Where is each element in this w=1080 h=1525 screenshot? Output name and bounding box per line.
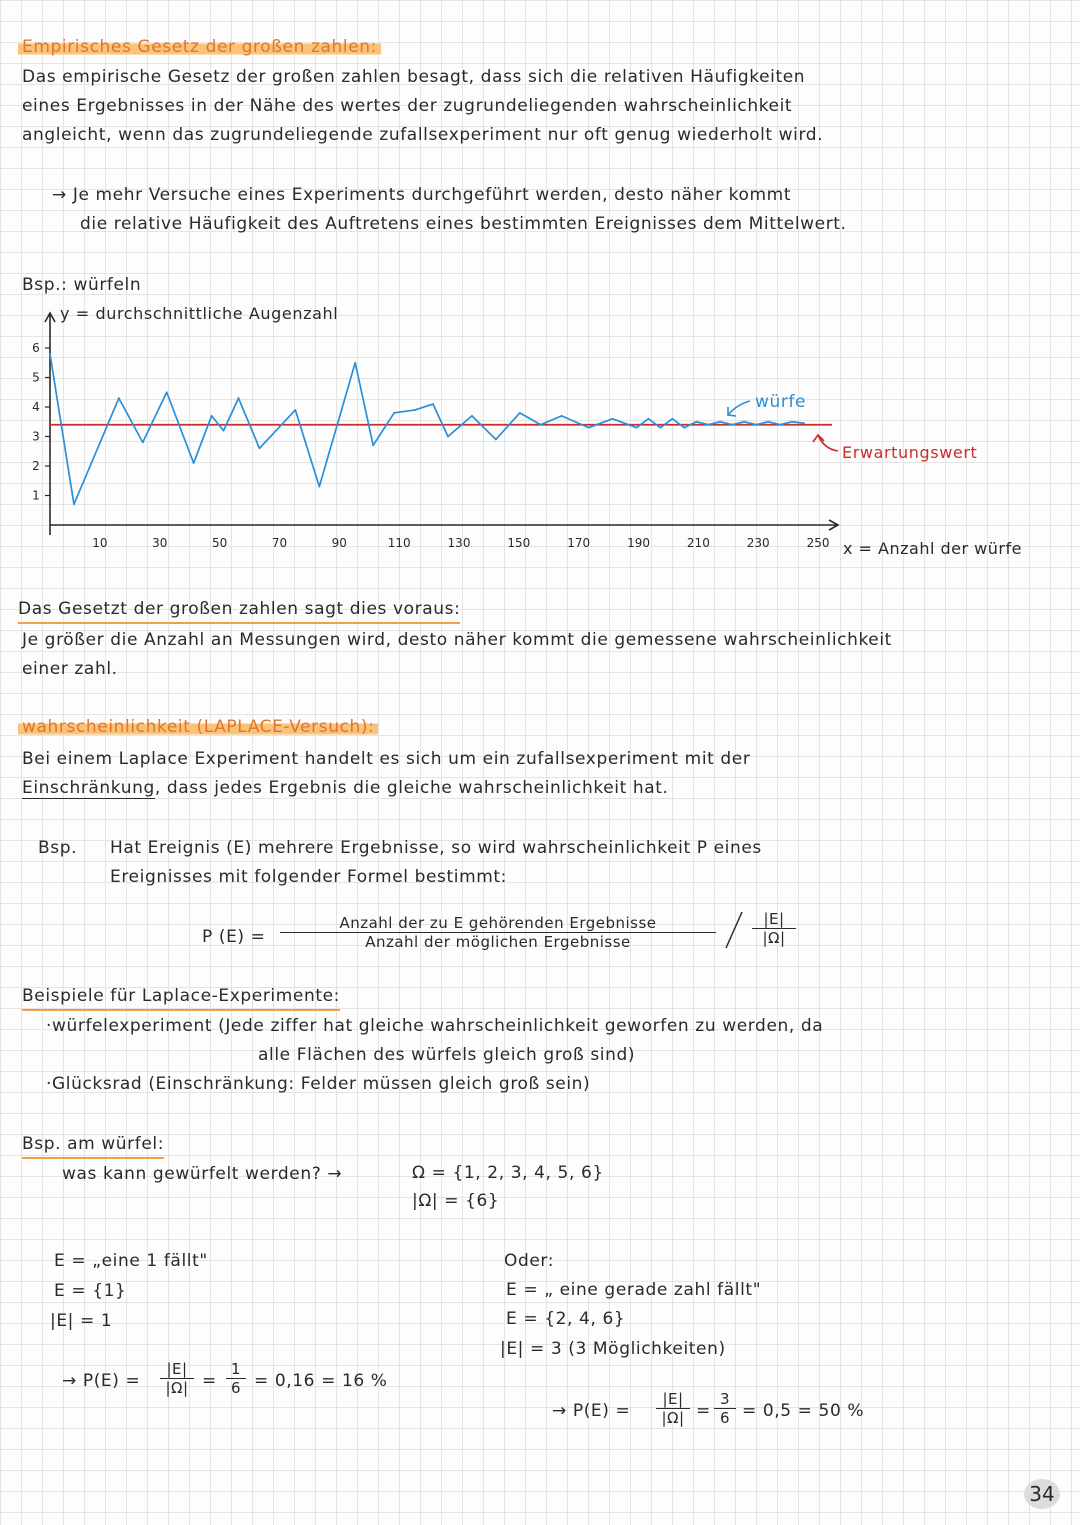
data-point xyxy=(743,421,745,423)
paragraph-rest: , dass jedes Ergebnis die gleiche wahrscheinlichkeit hat. xyxy=(154,778,669,798)
result-fraction xyxy=(656,1390,690,1427)
y-tick-label: 1 xyxy=(32,488,40,503)
slash-divider xyxy=(722,910,746,950)
data-point xyxy=(779,424,781,426)
x-tick-label: 250 xyxy=(806,536,830,550)
series-line xyxy=(50,354,807,504)
data-point xyxy=(803,422,805,424)
event-size: |E| = 1 xyxy=(50,1311,113,1331)
fraction-numerator: |E| xyxy=(160,1360,194,1379)
x-tick-label: 230 xyxy=(746,536,770,550)
x-tick-label: 30 xyxy=(152,536,168,550)
event-set: E = {1} xyxy=(54,1281,127,1301)
fraction-denominator: |Ω| xyxy=(661,1409,685,1427)
data-point xyxy=(432,403,434,405)
fraction-denominator: |Ω| xyxy=(165,1379,189,1397)
event-set: E = {2, 4, 6} xyxy=(506,1309,626,1329)
x-tick-label: 170 xyxy=(567,536,591,550)
data-point xyxy=(683,427,685,429)
bullet-line: alle Flächen des würfels gleich groß sind) xyxy=(258,1045,636,1065)
heading-law-prediction: Das Gesetzt der großen zahlen sagt dies voraus: xyxy=(18,598,460,624)
arrow-statement-line: die relative Häufigkeit des Auftretens eines bestimmten Ereignisses dem Mittelwert. xyxy=(80,214,847,234)
x-tick-label: 70 xyxy=(271,536,288,550)
data-point xyxy=(719,421,721,423)
question-line: was kann gewürfelt werden? → xyxy=(62,1164,343,1184)
data-point xyxy=(49,353,51,355)
paragraph-line: angleicht, wenn das zugrundeliegende zufallsexperiment nur oft genug wiederholt wird. xyxy=(22,125,824,145)
data-point xyxy=(695,421,697,423)
data-point xyxy=(318,486,320,488)
data-point xyxy=(354,362,356,364)
data-point xyxy=(767,421,769,423)
x-tick-label: 130 xyxy=(447,536,471,550)
data-point xyxy=(612,418,614,420)
formula-denominator: Anzahl der möglichen Ergebnisse xyxy=(365,933,631,951)
fraction-denominator: 6 xyxy=(230,1379,242,1397)
x-tick-label: 210 xyxy=(686,536,710,550)
data-point xyxy=(414,409,416,411)
paragraph-line: eines Ergebnisses in der Nähe des wertes der zugrundeliegenden wahrscheinlichkeit xyxy=(22,96,793,116)
data-point xyxy=(118,397,120,399)
heading-laplace: wahrscheinlichkeit (LAPLACE-Versuch): xyxy=(18,716,378,738)
data-point xyxy=(540,424,542,426)
fraction-numerator: 3 xyxy=(714,1390,736,1409)
x-tick-label: 90 xyxy=(331,536,347,550)
fraction-denominator: 6 xyxy=(719,1409,731,1427)
y-tick-label: 2 xyxy=(32,459,40,473)
x-tick-label: 10 xyxy=(92,536,108,550)
formula-lhs: P (E) = xyxy=(202,927,266,947)
result-value: = 0,16 = 16 % xyxy=(254,1371,388,1391)
page-number: 34 xyxy=(1024,1479,1060,1509)
bsp-label: Bsp. xyxy=(38,838,78,858)
x-tick-label: 50 xyxy=(211,536,228,550)
paragraph-line: einer zahl. xyxy=(22,659,118,679)
annotation-arrow xyxy=(728,401,750,415)
result-value: = 0,5 = 50 % xyxy=(742,1401,865,1421)
data-point xyxy=(648,418,650,420)
formula-numerator: Anzahl der zu E gehörenden Ergebnisse xyxy=(280,914,716,933)
data-point xyxy=(447,436,449,438)
heading-laplace-examples: Beispiele für Laplace-Experimente: xyxy=(22,985,340,1011)
data-point xyxy=(223,430,225,432)
data-point xyxy=(588,427,590,429)
data-point xyxy=(193,462,195,464)
formula-alt-denominator: |Ω| xyxy=(762,929,786,947)
x-axis-label: x = Anzahl der würfe xyxy=(843,539,1022,558)
fraction-numerator: |E| xyxy=(656,1390,690,1409)
bsp-line: Ereignisses mit folgender Formel bestimmt: xyxy=(110,867,508,887)
data-point xyxy=(660,427,662,429)
data-point xyxy=(731,424,733,426)
event-size: |E| = 3 (3 Möglichkeiten) xyxy=(500,1339,726,1359)
y-tick-label: 6 xyxy=(32,341,40,355)
y-tick-label: 3 xyxy=(32,429,40,444)
formula-fraction xyxy=(280,914,716,951)
bullet-line: ·würfelexperiment (Jede ziffer hat gleiche wahrscheinlichkeit geworfen zu werden, da xyxy=(46,1016,824,1036)
alt-label: Oder: xyxy=(504,1251,555,1271)
result-prefix: → P(E) = xyxy=(552,1401,631,1421)
data-point xyxy=(73,503,75,505)
sample-space: Ω = {1, 2, 3, 4, 5, 6} xyxy=(412,1163,604,1183)
data-point xyxy=(561,415,563,417)
data-point xyxy=(211,415,213,417)
formula-alt-fraction xyxy=(752,910,796,947)
y-tick-label: 4 xyxy=(32,400,40,414)
example-label: Bsp.: würfeln xyxy=(22,275,142,295)
paragraph-line-2 xyxy=(22,777,669,799)
data-point xyxy=(471,415,473,417)
paragraph-line: Bei einem Laplace Experiment handelt es sich um ein zufallsexperiment mit der xyxy=(22,749,751,769)
data-point xyxy=(294,409,296,411)
data-point xyxy=(238,397,240,399)
x-tick-label: 190 xyxy=(627,536,650,550)
result-fraction-value xyxy=(714,1390,736,1427)
equals-sign: = xyxy=(696,1401,711,1421)
data-point xyxy=(755,424,757,426)
x-tick-label: 150 xyxy=(507,536,531,550)
y-tick-label: 5 xyxy=(32,370,40,385)
formula-alt-numerator: |E| xyxy=(752,910,796,929)
x-tick-label: 110 xyxy=(387,536,411,550)
data-point xyxy=(519,412,521,414)
heading-empirical-law: Empirisches Gesetz der großen zahlen: xyxy=(18,36,381,58)
data-point xyxy=(142,442,144,444)
data-point xyxy=(707,424,709,426)
bsp-line: Hat Ereignis (E) mehrere Ergebnisse, so wird wahrscheinlichkeit P eines xyxy=(110,838,762,858)
result-fraction-value xyxy=(226,1360,246,1397)
paragraph-line: Das empirische Gesetz der großen zahlen besagt, dass sich die relativen Häufigkeiten xyxy=(22,67,806,87)
data-point xyxy=(636,427,638,429)
sample-space-size: |Ω| = {6} xyxy=(412,1191,500,1211)
arrow-statement-line: → Je mehr Versuche eines Experiments durchgeführt werden, desto näher kommt xyxy=(52,185,792,205)
y-axis-label: y = durchschnittliche Augenzahl xyxy=(60,304,339,323)
data-point xyxy=(259,447,261,449)
data-point xyxy=(372,444,374,446)
result-fraction xyxy=(160,1360,194,1397)
annotation-throws: würfe xyxy=(755,392,807,412)
underlined-term: Einschränkung xyxy=(22,778,155,798)
data-point xyxy=(672,418,674,420)
data-point xyxy=(791,421,793,423)
dice-average-chart xyxy=(0,295,1080,595)
event-definition: E = „eine 1 fällt" xyxy=(54,1251,208,1271)
data-point xyxy=(166,391,168,393)
heading-dice-example: Bsp. am würfel: xyxy=(22,1133,164,1159)
bullet-line: ·Glücksrad (Einschränkung: Felder müssen gleich groß sein) xyxy=(46,1074,591,1094)
annotation-expected-value: Erwartungswert xyxy=(842,443,978,462)
data-point xyxy=(495,439,497,441)
event-definition: E = „ eine gerade zahl fällt" xyxy=(506,1280,762,1300)
fraction-numerator: 1 xyxy=(226,1360,246,1379)
annotation-arrowhead xyxy=(813,435,824,442)
equals-sign: = xyxy=(202,1371,217,1391)
result-prefix: → P(E) = xyxy=(62,1371,141,1391)
paragraph-line: Je größer die Anzahl an Messungen wird, desto näher kommt die gemessene wahrscheinlichkeit xyxy=(22,630,892,650)
data-point xyxy=(393,412,395,414)
